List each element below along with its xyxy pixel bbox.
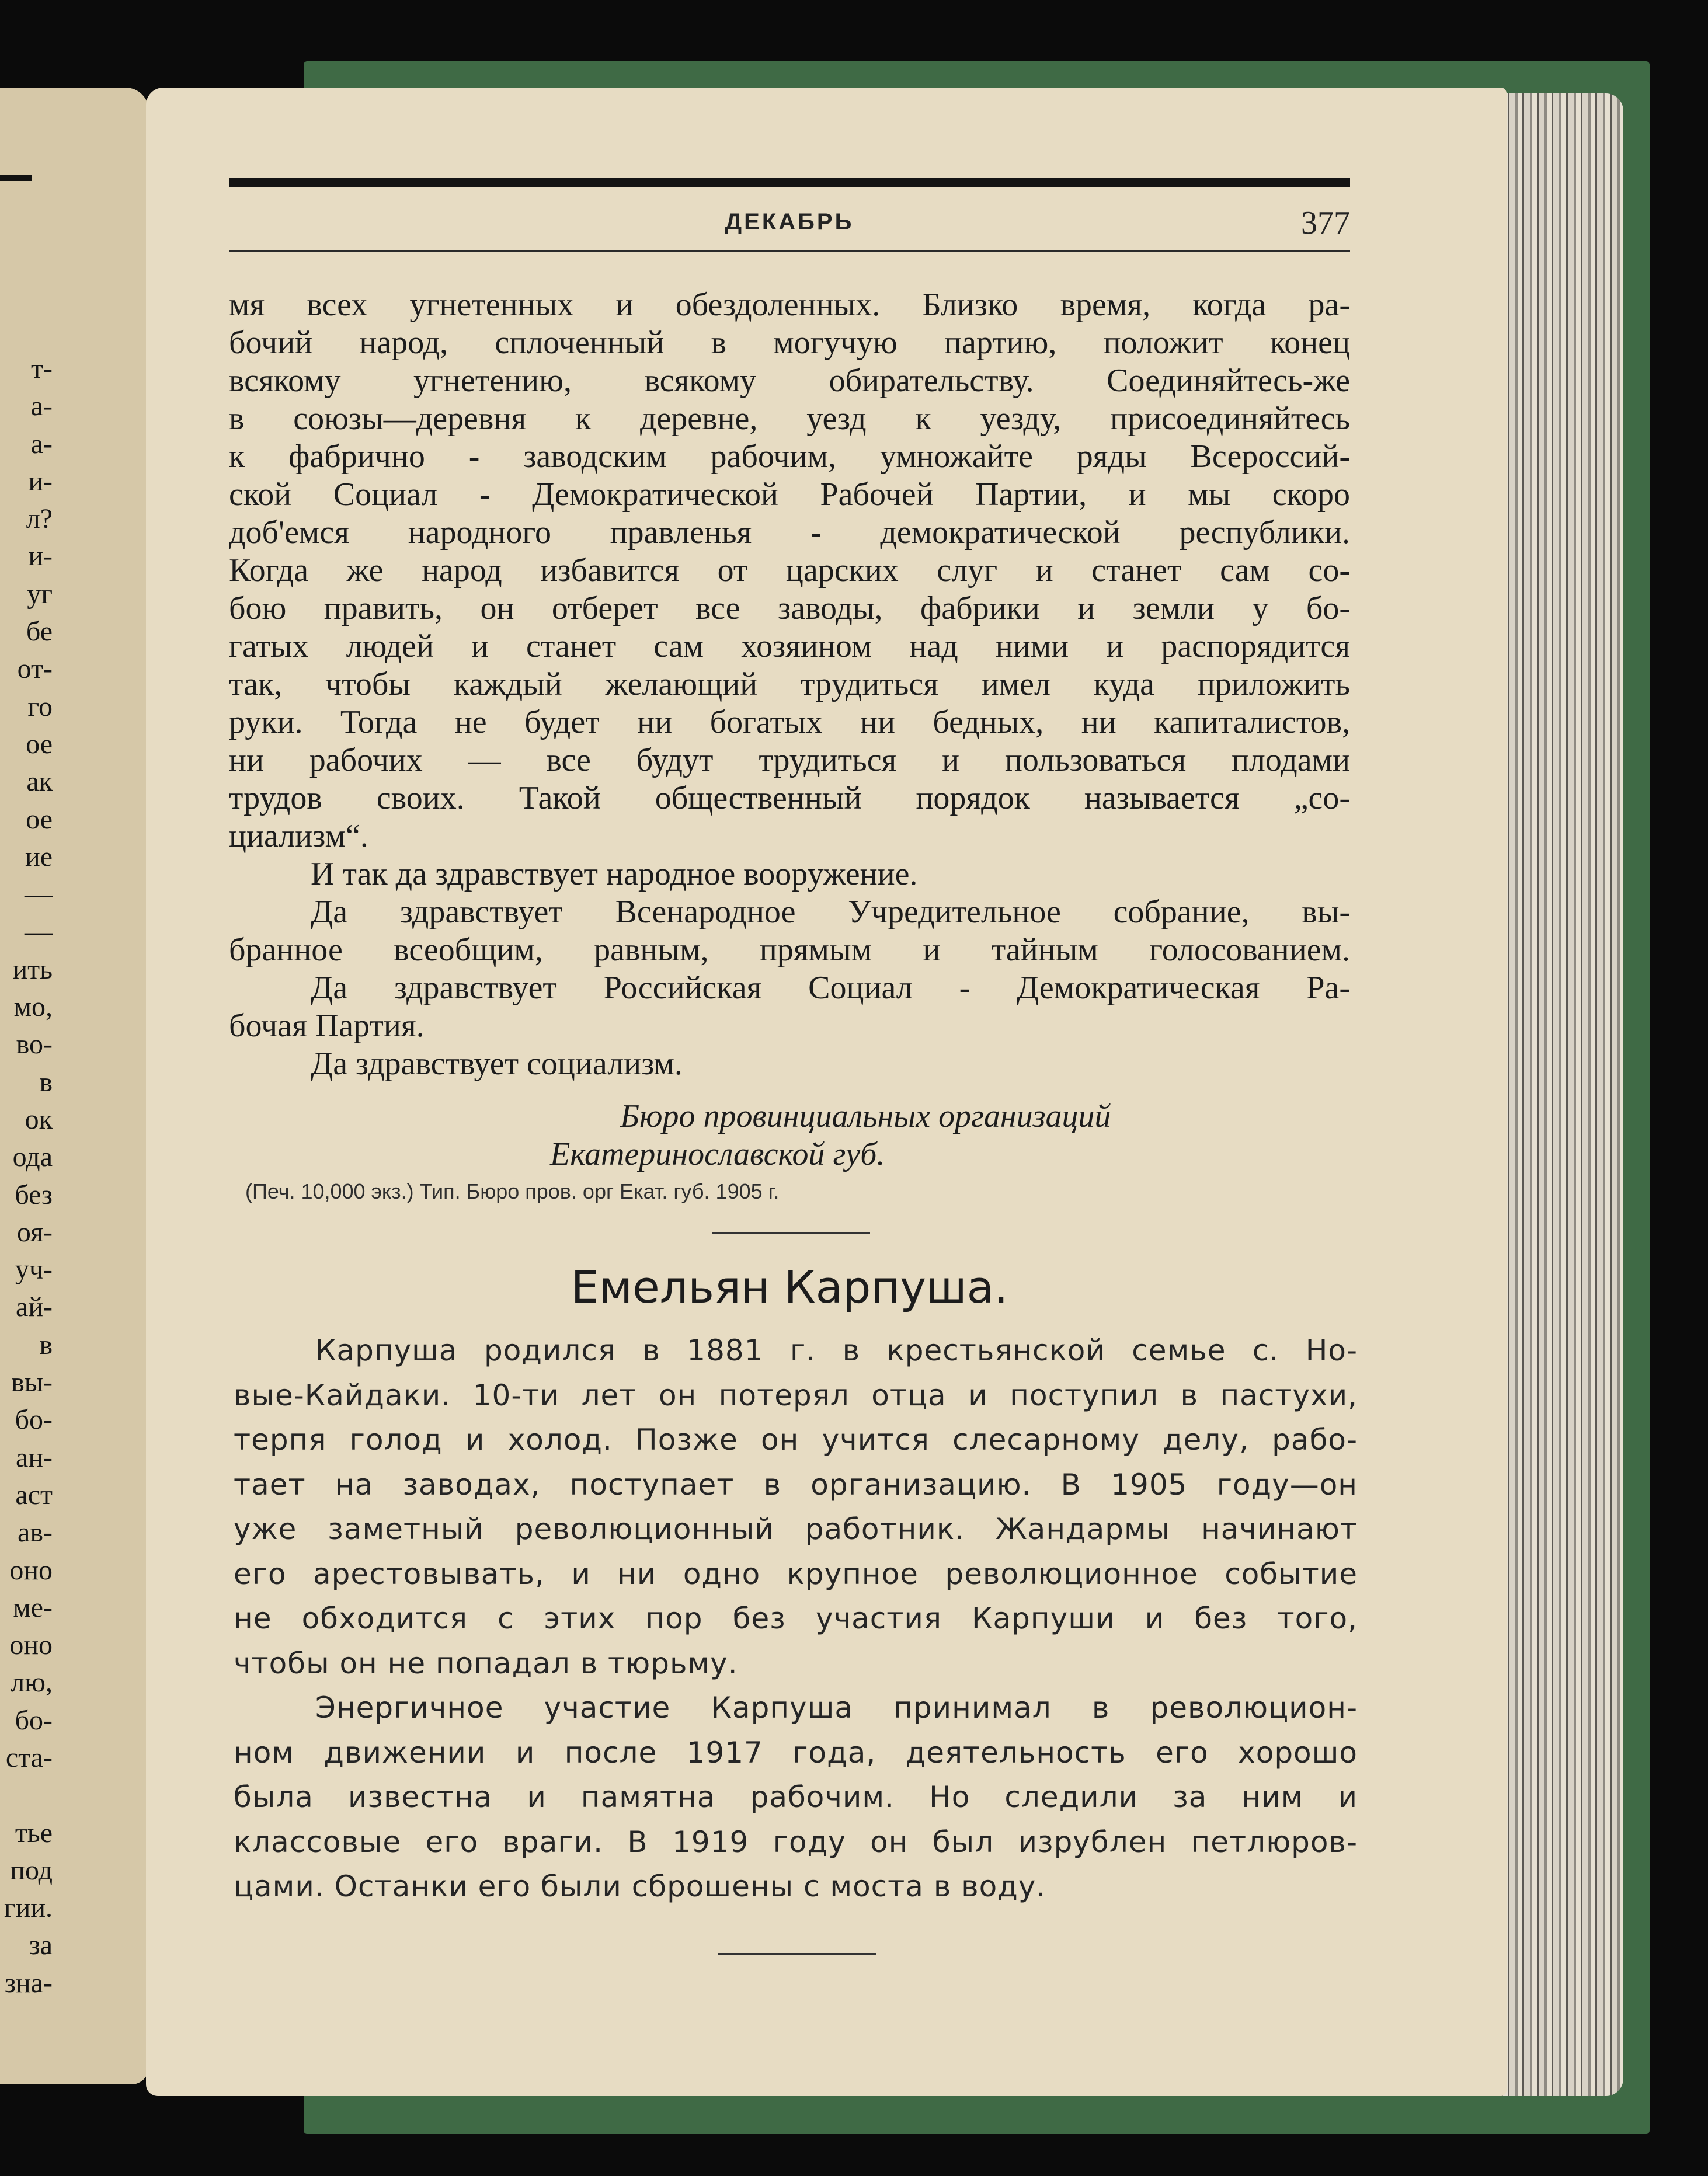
left-page-text-fragments — [0, 350, 53, 2002]
article-title: Емельян Карпуша. — [571, 1261, 1008, 1313]
left-fragment: и- — [28, 541, 53, 572]
left-fragment: ок — [25, 1103, 53, 1135]
left-fragment: л? — [26, 503, 53, 535]
text-line: ской Социал - Демократической Рабочей Партии, и мы скоро — [229, 476, 1350, 513]
article-text — [234, 1328, 1358, 1909]
running-title: ДЕКАБРЬ — [725, 209, 854, 235]
left-fragment: ить — [12, 953, 53, 985]
text-line: доб'емся народного правленья - демократической республики. — [229, 514, 1350, 551]
text-line: чтобы он не попадал в тюрьму. — [234, 1646, 738, 1680]
left-fragment: ста- — [5, 1742, 53, 1773]
left-fragment: бе — [26, 616, 53, 647]
text-line: всякому угнетению, всякому обирательству. Соединяйтесь-же — [229, 363, 1350, 399]
text-line: ни рабочих — все будут трудиться и пользоваться плодами — [229, 742, 1350, 778]
text-line: вые-Кайдаки. 10-ти лет он потерял отца и поступил в пастухи, — [234, 1378, 1358, 1412]
text-line: бранное всеобщим, равным, прямым и тайным голосованием. — [229, 932, 1350, 968]
left-fragment: и- — [28, 465, 53, 497]
left-fragment: тье — [15, 1817, 53, 1848]
left-fragment: оно — [9, 1554, 53, 1586]
top-rule — [229, 178, 1350, 187]
text-line: Энергичное участие Карпуша принимал в революцион- — [315, 1691, 1358, 1725]
left-fragment: лю, — [11, 1667, 53, 1698]
left-fragment: ак — [26, 766, 53, 798]
left-fragment: ан- — [16, 1442, 53, 1473]
text-line: ном движении и после 1917 года, деятельность его хорошо — [234, 1735, 1358, 1770]
text-line: уже заметный революционный работник. Жандармы начинают — [234, 1512, 1358, 1546]
left-fragment: уч- — [15, 1254, 53, 1286]
left-fragment: бо- — [15, 1704, 53, 1736]
page-number: 377 — [1301, 205, 1350, 241]
left-fragment — [0, 1777, 53, 1814]
left-fragment: аст — [15, 1479, 53, 1510]
left-fragment: ое — [26, 803, 53, 835]
text-line: Да здравствует Российская Социал - Демократическая Ра- — [311, 970, 1350, 1006]
left-fragment: а- — [30, 391, 53, 422]
left-fragment: бо- — [15, 1404, 53, 1436]
left-fragment: во- — [16, 1029, 53, 1060]
left-fragment: ие — [25, 841, 53, 872]
left-fragment: в — [39, 1329, 53, 1360]
left-fragment: ода — [12, 1141, 53, 1173]
left-fragment: оно — [9, 1630, 53, 1661]
running-head — [229, 204, 1350, 241]
header-rule — [229, 250, 1350, 252]
text-line: не обходится с этих пор без участия Карпуши и без того, — [234, 1601, 1358, 1635]
text-line: трудов своих. Такой общественный порядок называется „со- — [229, 780, 1350, 816]
left-fragment: — — [25, 916, 53, 948]
text-line: Когда же народ избавится от царских слуг и станет сам со- — [229, 552, 1350, 589]
left-page-rule — [0, 175, 32, 181]
page-edges — [1495, 93, 1623, 2096]
left-fragment: т- — [31, 353, 53, 384]
section-divider — [712, 1232, 870, 1234]
text-line: бою править, он отберет все заводы, фабрики и земли у бо- — [229, 590, 1350, 626]
left-fragment: — — [25, 879, 53, 910]
text-line: мя всех угнетенных и обездоленных. Близко время, когда ра- — [229, 287, 1350, 323]
left-page — [0, 88, 149, 2084]
imprint: (Печ. 10,000 экз.) Тип. Бюро пров. орг Екат. губ. 1905 г. — [245, 1179, 780, 1203]
text-line: гатых людей и станет сам хозяином над ними и распорядится — [229, 628, 1350, 664]
text-line: была известна и памятна рабочим. Но следили за ним и — [234, 1780, 1358, 1814]
text-line: цами. Останки его были сброшены с моста в воду. — [234, 1869, 1046, 1903]
left-fragment: мо, — [13, 991, 53, 1023]
left-fragment: уг — [27, 578, 53, 610]
left-fragment: а- — [30, 428, 53, 459]
text-line: руки. Тогда не будет ни богатых ни бедных, ни капиталистов, — [229, 704, 1350, 740]
text-line: Карпуша родился в 1881 г. в крестьянской семье с. Но- — [315, 1334, 1358, 1367]
text-line: классовые его враги. В 1919 году он был изрублен петлюров- — [234, 1825, 1358, 1859]
end-divider — [718, 1953, 876, 1955]
left-fragment: го — [27, 691, 53, 722]
left-fragment: ме- — [13, 1592, 53, 1623]
text-line: его арестовывать, и ни одно крупное революционное событие — [234, 1557, 1358, 1591]
left-fragment: ав- — [18, 1517, 53, 1548]
left-fragment: от- — [17, 653, 53, 685]
text-line: к фабрично - заводским рабочим, умножайте ряды Всероссий- — [229, 438, 1350, 475]
left-fragment: без — [15, 1179, 53, 1210]
left-fragment: ай- — [16, 1291, 53, 1323]
text-line: Да здравствует Всенародное Учредительное собрание, вы- — [311, 894, 1350, 930]
text-line: И так да здравствует народное вооружение. — [311, 856, 918, 892]
left-fragment: вы- — [11, 1367, 53, 1398]
text-line: Да здравствует социализм. — [311, 1046, 683, 1082]
left-fragment: в — [39, 1066, 53, 1098]
signature — [229, 1098, 1350, 1174]
text-line: в союзы—деревня к деревне, уезд к уезду, присоединяйтесь — [229, 401, 1350, 437]
text-line: бочая Партия. — [229, 1008, 425, 1044]
text-line: бочий народ, сплоченный в могучую партию, положит конец — [229, 325, 1350, 361]
signature-line-2: Екатеринославской губ. — [550, 1136, 885, 1172]
text-line: тает на заводах, поступает в организацию. В 1905 году—он — [234, 1467, 1358, 1502]
left-fragment: ое — [26, 728, 53, 760]
left-fragment: гии. — [4, 1892, 53, 1924]
leaflet-text — [229, 286, 1350, 1083]
left-fragment: за — [29, 1930, 53, 1961]
left-fragment: зна- — [5, 1967, 53, 1999]
text-line: циализм“. — [229, 818, 368, 854]
signature-line-1: Бюро провинциальных организаций — [620, 1098, 1111, 1134]
left-fragment: под — [10, 1854, 53, 1886]
text-line: терпя голод и холод. Позже он учится слесарному делу, рабо- — [234, 1423, 1358, 1457]
text-line: так, чтобы каждый желающий трудиться имел куда приложить — [229, 666, 1350, 702]
left-fragment: оя- — [16, 1216, 53, 1248]
